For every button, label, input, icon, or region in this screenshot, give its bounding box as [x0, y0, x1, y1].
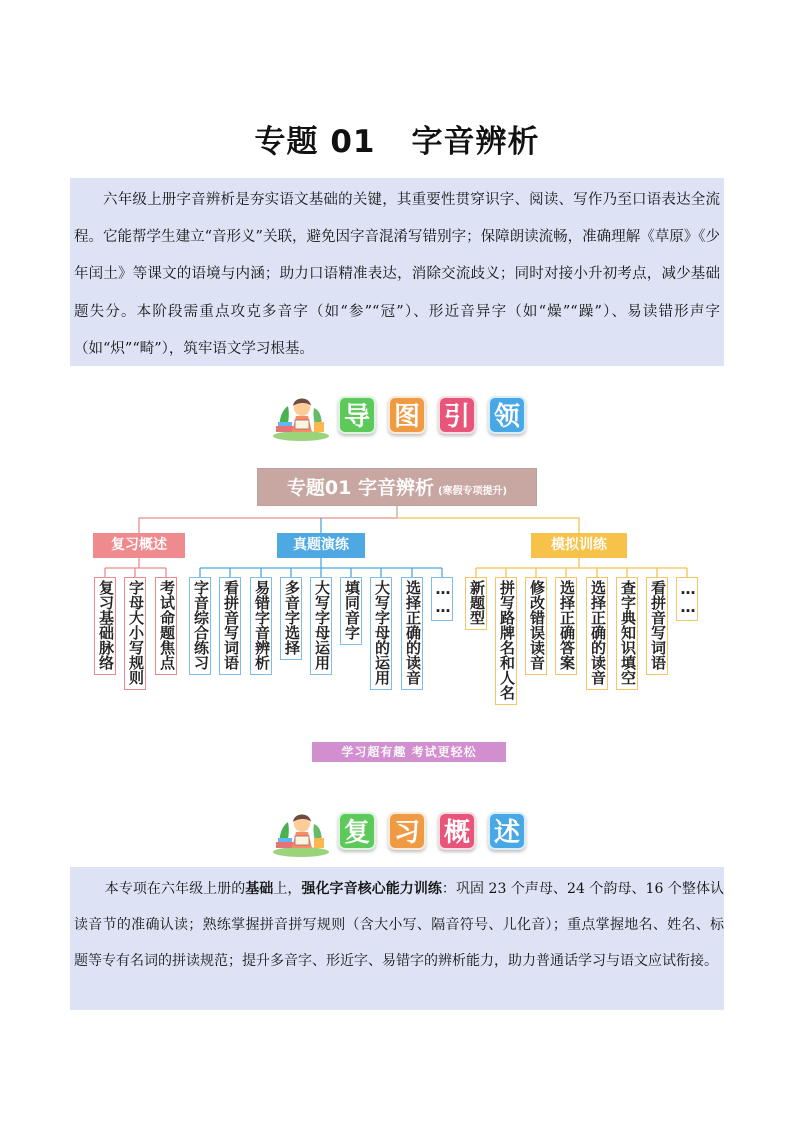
title-code: 专题 01 — [254, 124, 376, 160]
mind-map-slogan: 学习超有趣 考试更轻松 — [312, 742, 506, 762]
leaf-node: 多音字选择 — [280, 577, 302, 660]
leaf-node: 选择正确的读音 — [401, 577, 423, 690]
intro-paragraph: 六年级上册字音辨析是夯实语文基础的关键，其重要性贯穿识字、阅读、写作乃至口语表达全流程。它能帮学生建立“音形义”关联，避免因字音混淆写错别字；保障朗读流畅，准确理解《草原》《少年闰土》等课文的语境与内涵；助力口语精准表达，消除交流歧义；同时对接小升初考点，减少基础题失分。本阶段需重点攻克多音字（如“参”“冠”）、形近音异字（如“燥”“躁”）、易读错形声字（如“炽”“畸”），筑牢语文学习根基。 — [70, 178, 724, 366]
leaf-node: 考试命题焦点 — [155, 577, 177, 675]
leaf-node: 看拼音写词语 — [219, 577, 241, 675]
leaf-node: 新题型 — [465, 577, 487, 630]
banner-tile: 导 — [338, 396, 376, 434]
leaf-node: 大写字母的运用 — [370, 577, 392, 690]
banner-tile: 述 — [488, 812, 526, 850]
girl-reading-icon — [270, 808, 332, 858]
overview-bold: 强化字音核心能力训练 — [301, 881, 442, 897]
branch-review: 复习概述 — [93, 533, 185, 558]
leaf-node: 字音综合练习 — [189, 577, 211, 675]
leaf-node: 填同音字 — [340, 577, 362, 645]
leaf-node: 字母大小写规则 — [124, 577, 146, 690]
overview-paragraph — [70, 867, 724, 1010]
banner-tile: 复 — [338, 812, 376, 850]
branch-mock-training: 模拟训练 — [531, 533, 627, 558]
leaf-node: 修改错误读音 — [525, 577, 547, 675]
leaf-node: …… — [676, 577, 698, 621]
title-name: 字音辨析 — [411, 124, 540, 160]
mind-map-root — [257, 468, 537, 506]
leaf-node: 选择正确答案 — [555, 577, 577, 675]
overview-text: 本专项在六年级上册的 — [104, 881, 246, 897]
root-note: (寒假专项提升) — [437, 486, 508, 497]
leaf-node: 看拼音写词语 — [646, 577, 668, 675]
overview-text: ：巩固 23 个声母、24 个韵母、16 个整体认读音节的准确认读；熟练掌握拼音拼写规则（含大小写、隔音符号、儿化音）；重点掌握地名、姓名、标题等专有名词的拼读规范；提升多音字、形近字、易错字的辨析能力，助力普通话学习与语文应试衔接。 — [74, 881, 725, 969]
root-label: 专题01 字音辨析 — [286, 477, 434, 499]
banner-tile: 领 — [488, 396, 526, 434]
leaf-node: 拼写路牌名和人名 — [495, 577, 517, 705]
leaf-node: …… — [431, 577, 453, 621]
leaf-node: 大写字母运用 — [310, 577, 332, 675]
banner-tile: 习 — [388, 812, 426, 850]
leaf-node: 选择正确的读音 — [586, 577, 608, 690]
section-banner-overview — [270, 808, 530, 858]
banner-tile: 图 — [388, 396, 426, 434]
leaf-node: 易错字音辨析 — [250, 577, 272, 675]
branch-exam-practice: 真题演练 — [277, 533, 365, 558]
banner-tile: 概 — [438, 812, 476, 850]
leaf-node: 查字典知识填空 — [616, 577, 638, 690]
leaf-node: 复习基础脉络 — [94, 577, 116, 675]
overview-bold: 基础 — [245, 881, 274, 897]
banner-tile: 引 — [438, 396, 476, 434]
overview-text: 上， — [273, 881, 302, 897]
